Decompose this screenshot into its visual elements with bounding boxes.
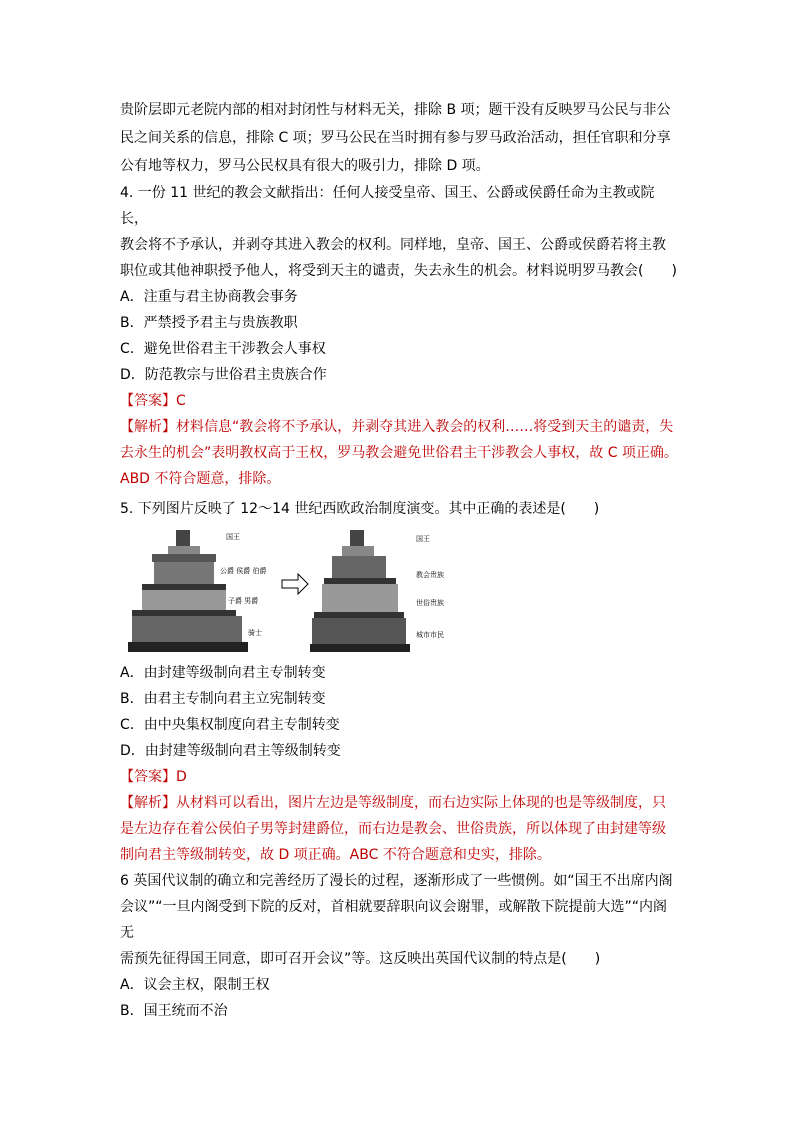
answer-tag: 【答案】 [120,769,176,785]
prev-explanation-line2: 民之间关系的信息，排除 C 项；罗马公民在当时拥有参与罗马政治活动，担任官职和分享 [120,130,671,146]
pyramid-right-image [310,528,480,654]
analysis-tag: 【解析】 [120,419,176,435]
pyramid-left-image [128,528,278,654]
q4-option-d: D．防范教宗与世俗君主贵族合作 [120,367,327,383]
label-king-left: 国王 [226,533,240,541]
question-4 [120,180,680,492]
analysis-tag: 【解析】 [120,795,176,811]
q4-stem-line1: 4. 一份 11 世纪的教会文献指出：任何人接受皇帝、国王、公爵或侯爵任命为主教或院长， [120,185,655,227]
q5-option-d: D．由封建等级制向君主等级制转变 [120,743,341,759]
q6-stem-line1: 6 英国代议制的确立和完善经历了漫长的过程，逐渐形成了一些惯例。如“国王不出席内阁 [120,873,673,889]
q4-option-a: A．注重与君主协商教会事务 [120,289,298,305]
q4-answer [120,388,680,414]
q5-figure [128,528,680,654]
analysis-text: 材料信息“教会将不予承认，并剥夺其进入教会的权利……将受到天主的谴责，失 [176,419,674,435]
answer-value: D [176,769,187,785]
q6-stem-line2: 会议”“一旦内阁受到下院的反对，首相就要辞职向议会谢罪，或解散下院提前大选”“内阁无 [120,899,668,941]
document-page [120,96,680,1024]
question-6 [120,868,680,1024]
label-king-right: 国王 [416,535,430,543]
q5-analysis-line2: 是左边存在着公侯伯子男等封建爵位，而右边是教会、世俗贵族，所以体现了由封建等级 [120,821,666,837]
analysis-text: 从材料可以看出，图片左边是等级制度，而右边实际上体现的也是等级制度，只 [176,795,666,811]
q5-analysis-line1 [120,790,680,816]
q5-option-a: A．由封建等级制向君主专制转变 [120,665,326,681]
answer-tag: 【答案】 [120,393,176,409]
q6-stem-line3: 需预先征得国王同意，即可召开会议”等。这反映出英国代议制的特点是( ) [120,951,601,967]
q6-option-a: A．议会主权，限制王权 [120,977,270,993]
q5-option-c: C．由中央集权制度向君主专制转变 [120,717,340,733]
label-citizens: 城市市民 [416,631,444,639]
label-secular-nobles: 世俗贵族 [416,599,444,607]
q6-option-b: B．国王统而不治 [120,1003,228,1019]
prev-explanation-line3: 公有地等权力，罗马公民权具有很大的吸引力，排除 D 项。 [120,158,490,174]
q4-option-b: B．严禁授予君主与贵族教职 [120,315,298,331]
q5-stem: 5. 下列图片反映了 12～14 世纪西欧政治制度演变。其中正确的表述是( ) [120,501,600,517]
q4-analysis-line1 [120,414,680,440]
prev-explanation-line1: 贵阶层即元老院内部的相对封闭性与材料无关，排除 B 项；题干没有反映罗马公民与非公 [120,102,671,118]
label-church-nobles: 教会贵族 [416,571,444,579]
q4-stem-line3: 职位或其他神职授予他人，将受到天主的谴责，失去永生的机会。材料说明罗马教会( ) [120,263,677,279]
answer-value: C [176,393,186,409]
q4-stem-line2: 教会将不予承认，并剥夺其进入教会的权利。同样地，皇帝、国王、公爵或侯爵若将主教 [120,237,666,253]
q4-analysis-line2: 去永生的机会”表明教权高于王权，罗马教会避免世俗君主干涉教会人事权，故 C 项正确。 [120,445,678,461]
q5-analysis-line3: 制向君主等级制转变，故 D 项正确。ABC 不符合题意和史实，排除。 [120,847,551,863]
label-nobles: 公爵 侯爵 伯爵 [220,567,267,575]
label-knight: 骑士 [248,629,262,637]
arrow-icon [278,528,310,654]
q5-answer [120,764,680,790]
q4-analysis-line3: ABD 不符合题意，排除。 [120,471,281,487]
q5-option-b: B．由君主专制向君主立宪制转变 [120,691,326,707]
q4-option-c: C．避免世俗君主干涉教会人事权 [120,341,326,357]
label-lower-nobles: 子爵 男爵 [228,597,259,605]
question-5 [120,496,680,868]
